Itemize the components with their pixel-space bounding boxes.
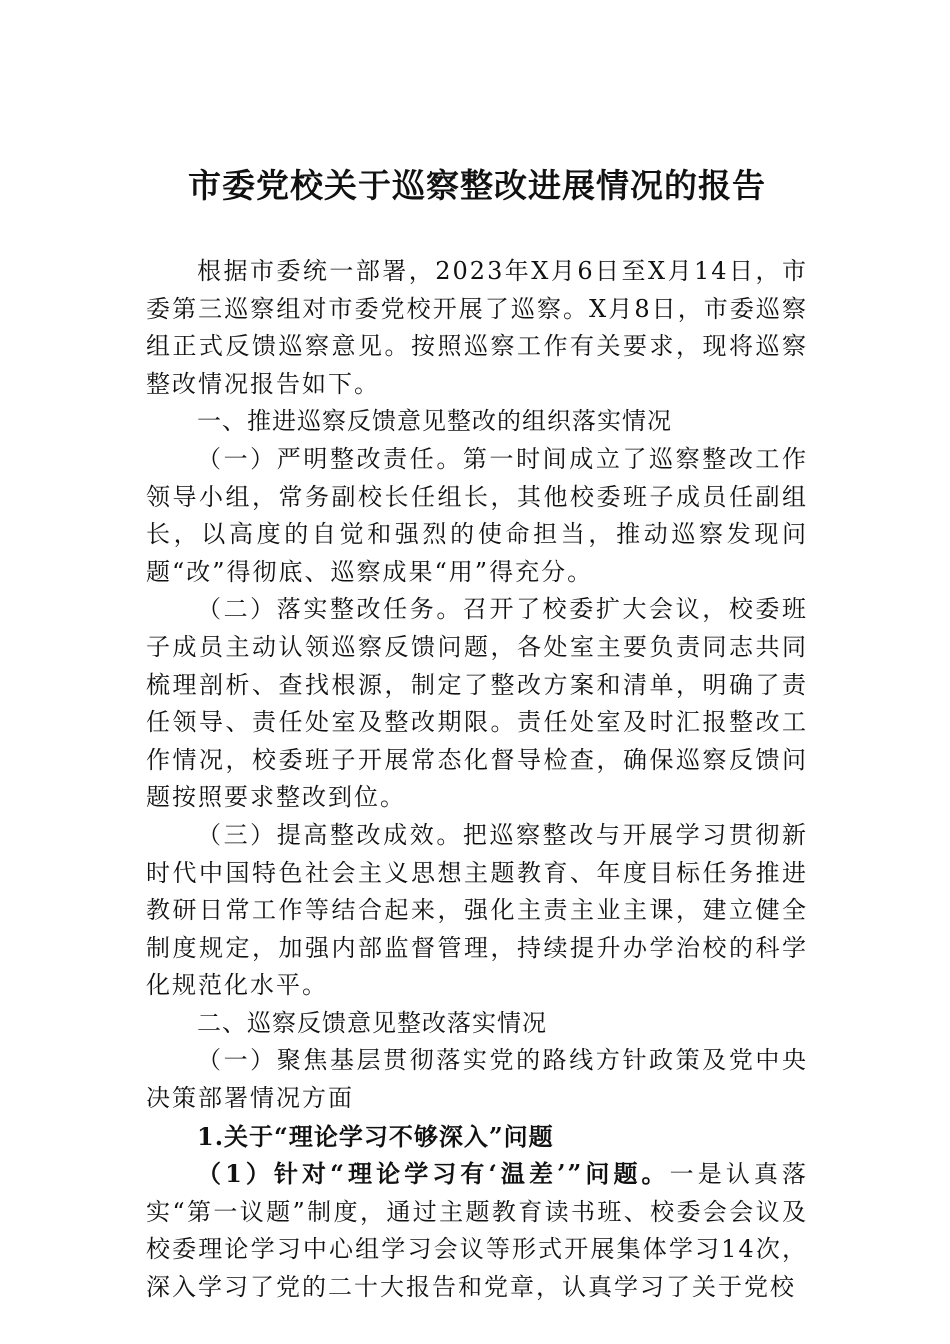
section-1-paragraph-1: （一）严明整改责任。第一时间成立了巡察整改工作领导小组，常务副校长任组长，其他校委班子成员任副组长，以高度的自觉和强烈的使命担当，推动巡察发现问题“改”得彻底、巡察成果“用”得充分。	[146, 444, 808, 586]
item-1-text: 一是认真落实“第一议题”制度，通过主题教育读书班、校委会会议及校委理论学习中心组学习会议等形式开展集体学习14次，深入学习了党的二十大报告和党章，认真学习了关于党校	[146, 1160, 808, 1302]
intro-paragraph: 根据市委统一部署，2023年X月6日至X月14日，市委第三巡察组对市委党校开展了巡察。X月8日，市委巡察组正式反馈巡察意见。按照巡察工作有关要求，现将巡察整改情况报告如下。	[146, 257, 808, 398]
page-title: 市委党校关于巡察整改进展情况的报告	[188, 166, 766, 205]
item-1-lead: （1）针对“理论学习有‘温差’”问题。	[197, 1159, 670, 1189]
document-body	[146, 253, 808, 1307]
item-1-heading: 1.关于“理论学习不够深入”问题	[197, 1121, 554, 1151]
section-1-heading: 一、推进巡察反馈意见整改的组织落实情况	[197, 407, 672, 436]
item-1-paragraph	[146, 1155, 808, 1306]
section-1-paragraph-3: （三）提高整改成效。把巡察整改与开展学习贯彻新时代中国特色社会主义思想主题教育、年度目标任务推进教研日常工作等结合起来，强化主责主业主课，建立健全制度规定，加强内部监督管理，持续提升办学治校的科学化规范化水平。	[146, 820, 808, 1000]
section-2-subheading-1: （一）聚焦基层贯彻落实党的路线方针政策及党中央决策部署情况方面	[146, 1046, 808, 1113]
section-1-paragraph-2: （二）落实整改任务。召开了校委扩大会议，校委班子成员主动认领巡察反馈问题，各处室主要负责同志共同梳理剖析、查找根源，制定了整改方案和清单，明确了责任领导、责任处室及整改期限。责任处室及时汇报整改工作情况，校委班子开展常态化督导检查，确保巡察反馈问题按照要求整改到位。	[146, 595, 808, 812]
section-2-heading: 二、巡察反馈意见整改落实情况	[197, 1008, 547, 1037]
